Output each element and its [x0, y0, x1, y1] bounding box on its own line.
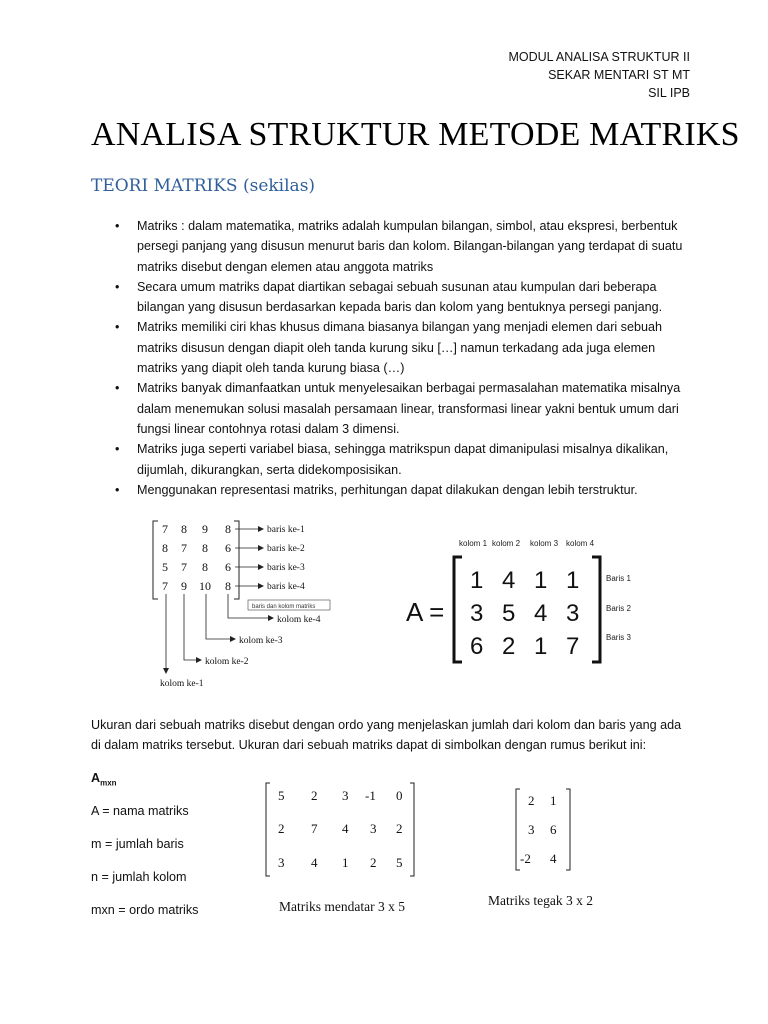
list-item — [115, 480, 685, 500]
list-item — [115, 378, 685, 439]
column-label: kolom ke-3 — [239, 636, 283, 646]
figure-caption: Matriks tegak 3 x 2 — [488, 893, 593, 908]
matrix-cell: 5 — [396, 855, 403, 870]
column-header: kolom 2 — [492, 539, 521, 548]
matrix-cell: 0 — [396, 788, 403, 803]
matrix-cell: 8 — [162, 541, 168, 555]
arrow-head-icon — [258, 583, 264, 589]
row-label: baris ke-4 — [267, 582, 305, 592]
column-label: kolom ke-4 — [277, 615, 321, 625]
row-label: baris ke-1 — [267, 525, 305, 535]
matrix-cell: 3 — [566, 600, 580, 627]
matrix-cell: 3 — [528, 822, 535, 837]
matrix-cell: 5 — [162, 560, 168, 574]
definition-item: A = nama matriks — [91, 804, 189, 818]
matrix-cell: 10 — [199, 579, 211, 593]
matrix-cell: 2 — [528, 793, 535, 808]
header-author: SEKAR MENTARI ST MT — [548, 68, 690, 82]
matrix-cell: 6 — [225, 560, 231, 574]
ordo-paragraph: Ukuran dari sebuah matriks disebut dengan ordo yang menjelaskan jumlah dari kolom dan baris yang ada di dalam matriks tersebut. Ukuran dari sebuah matriks dapat di simbolkan dengan rumus berikut ini: — [91, 718, 682, 753]
list-item — [115, 216, 685, 277]
matrix-cell: -2 — [520, 851, 531, 866]
matrix-cell: 1 — [534, 567, 548, 594]
matrix-cell: 4 — [550, 851, 557, 866]
bullet-symbol: • — [115, 442, 120, 457]
column-label: kolom ke-1 — [160, 679, 204, 686]
matrix-cell: 2 — [502, 633, 516, 660]
matrix-cell: 3 — [370, 821, 377, 836]
definition-list — [91, 768, 198, 933]
matrix-cell: 8 — [202, 560, 208, 574]
list-item-text: Matriks banyak dimanfaatkan untuk menyelesaikan berbagai permasalahan matematika misalnya dalam menemukan solusi masalah persamaan linear, transformasi linear yakni bentuk umum dari fungsi linear contohnya rotasi dalam 3 dimensi. — [137, 381, 681, 436]
list-item-text: Secara umum matriks dapat diartikan sebagai sebuah susunan atau kumpulan dari beberapa bilangan yang disusun berdasarkan kepada baris dan kolom yang bentuknya persegi panjang. — [137, 279, 663, 315]
matrix-cell: 4 — [342, 821, 349, 836]
matrix-cell: 8 — [225, 522, 231, 536]
matrix-cell: 1 — [566, 567, 580, 594]
matrix-cell: 4 — [534, 600, 548, 627]
bullet-list — [115, 216, 685, 500]
column-arrow — [206, 594, 230, 639]
definition-item: m = jumlah baris — [91, 837, 184, 851]
bullet-symbol: • — [115, 320, 120, 335]
column-header: kolom 4 — [566, 539, 595, 548]
bullet-symbol: • — [115, 279, 120, 294]
notation-base: A — [91, 771, 101, 785]
column-label: kolom ke-2 — [205, 657, 249, 667]
matrix-cell: 7 — [181, 560, 187, 574]
list-item — [115, 277, 685, 318]
matrix-cell: 6 — [225, 541, 231, 555]
document-header — [508, 48, 690, 102]
matrix-cell: 2 — [311, 788, 318, 803]
matrix-cell: 3 — [342, 788, 349, 803]
bullet-symbol: • — [115, 482, 120, 497]
column-arrow — [184, 594, 196, 660]
list-item — [115, 317, 685, 378]
column-header: kolom 3 — [530, 539, 559, 548]
matrix-cell: 3 — [278, 855, 285, 870]
row-label: baris ke-2 — [267, 544, 305, 554]
matrix-cell: 6 — [550, 822, 557, 837]
row-label: Baris 1 — [606, 574, 631, 583]
figure-caption: Matriks mendatar 3 x 5 — [279, 899, 405, 914]
matrix-brackets — [266, 783, 414, 876]
matrix-cell: 4 — [311, 855, 318, 870]
list-item-text: Menggunakan representasi matriks, perhitungan dapat dilakukan dengan lebih terstruktur. — [137, 482, 638, 497]
list-item — [115, 439, 685, 480]
matrix-cell: 2 — [396, 821, 403, 836]
list-item-text: Matriks juga seperti variabel biasa, sehingga matrikspun dapat dimanipulasi misalnya dikalikan, dijumlah, dikurangkan, serta didekomposisikan. — [137, 442, 669, 477]
matrix-cell: 7 — [566, 633, 580, 660]
matrix-cell: 6 — [470, 633, 484, 660]
matrix-name-label: A = — [406, 597, 445, 627]
matrix-a-figure — [404, 532, 644, 672]
row-label: Baris 2 — [606, 604, 631, 613]
annotation-box-label: baris dan kolom matriks — [252, 604, 316, 610]
matrix-cell: 9 — [202, 522, 208, 536]
row-label: Baris 3 — [606, 633, 631, 642]
page-title: ANALISA STRUKTUR METODE MATRIKS — [91, 116, 740, 153]
matrix-cell: -1 — [365, 788, 376, 803]
matrix-cell: 2 — [278, 821, 285, 836]
matrix-vertical-figure — [482, 784, 622, 924]
arrow-head-icon — [258, 526, 264, 532]
matrix-cell: 1 — [470, 567, 484, 594]
bullet-symbol: • — [115, 219, 120, 233]
arrow-head-icon — [268, 615, 274, 621]
matrix-horizontal-figure — [260, 778, 430, 918]
section-heading: TEORI MATRIKS (sekilas) — [91, 176, 316, 196]
list-item-text: Matriks memiliki ciri khas khusus dimana biasanya bilangan yang menjadi elemen dari sebuah matriks disusun dengan diapit oleh tanda kurung siku […] namun terkadang ada juga elemen matriks yang diapit oleh tanda kurung biasa (…) — [137, 320, 663, 376]
row-label: baris ke-3 — [267, 563, 305, 573]
matrix-cell: 7 — [162, 579, 168, 593]
column-header: kolom 1 — [459, 539, 488, 548]
list-item-text: Matriks : dalam matematika, matriks adalah kumpulan bilangan, simbol, atau ekspresi, berbentuk persegi panjang yang disusun menurut baris dan kolom. Bilangan-bilangan yang terdapat di suatu matriks disebut dengan elemen atau anggota matriks — [137, 219, 683, 274]
matrix-cell: 9 — [181, 579, 187, 593]
matrix-notation — [91, 768, 198, 801]
matrix-cell: 4 — [502, 567, 516, 594]
matrix-cell: 7 — [181, 541, 187, 555]
matrix-cell: 7 — [162, 522, 168, 536]
definition-item: n = jumlah kolom — [91, 870, 187, 884]
matrix-cell: 1 — [550, 793, 557, 808]
notation-subscript: mxn — [100, 778, 117, 788]
arrow-head-icon — [196, 657, 202, 663]
matrix-annotated-figure — [150, 516, 350, 686]
arrow-head-icon — [258, 545, 264, 551]
matrix-cell: 2 — [370, 855, 377, 870]
matrix-cell: 8 — [181, 522, 187, 536]
matrix-cell: 5 — [278, 788, 285, 803]
definition-item: mxn = ordo matriks — [91, 903, 199, 917]
matrix-cell: 7 — [311, 821, 318, 836]
matrix-cell: 8 — [225, 579, 231, 593]
matrix-cell: 1 — [342, 855, 349, 870]
header-institution: SIL IPB — [648, 86, 690, 100]
arrow-head-icon — [258, 564, 264, 570]
matrix-cell: 5 — [502, 600, 516, 627]
arrow-head-icon — [230, 636, 236, 642]
header-module-name: MODUL ANALISA STRUKTUR II — [508, 50, 690, 64]
bullet-symbol: • — [115, 381, 120, 396]
matrix-cell: 3 — [470, 600, 484, 627]
matrix-cell: 1 — [534, 633, 548, 660]
arrow-head-icon — [163, 668, 169, 674]
matrix-cell: 8 — [202, 541, 208, 555]
